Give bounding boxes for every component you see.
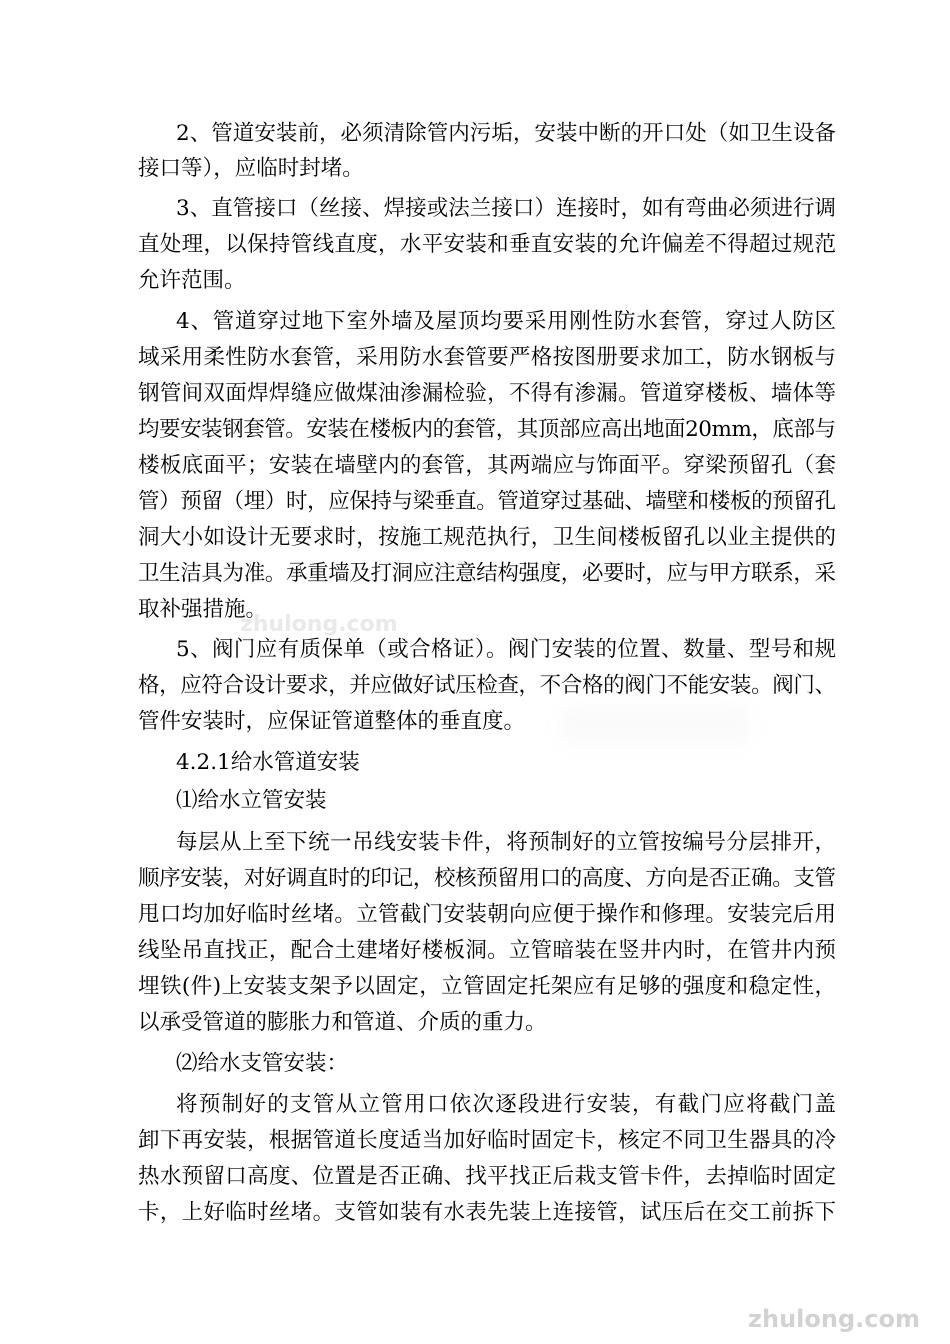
text-line: 管件安装时，应保证管道整体的垂直度。 [138, 709, 526, 734]
text-line: 管）预留（埋）时，应保持与梁垂直。管道穿过基础、墙壁和楼板的预留孔 [138, 489, 836, 514]
text-line: 热水预留口高度、位置是否正确、找平找正后栽支管卡件，去掉临时固定 [138, 1164, 837, 1189]
text-line: 允许范围。 [138, 268, 246, 293]
text-line: 域采用柔性防水套管，采用防水套管要严格按图册要求加工，防水钢板与 [138, 345, 837, 370]
text-line: 钢管间双面焊焊缝应做煤油渗漏检验，不得有渗漏。管道穿楼板、墙体等 [138, 381, 837, 406]
text-line: 将预制好的支管从立管用口依次逐段进行安装，有截门应将截门盖 [176, 1092, 838, 1117]
text-line: 线坠吊直找正，配合土建堵好楼板洞。立管暗装在竖井内时，在管井内预 [138, 938, 837, 963]
text-line: 埋铁(件)上安装支架予以固定，立管固定托架应有足够的强度和稳定性， [138, 974, 837, 999]
watermark-corner: zhulong.com [748, 1305, 920, 1333]
text-line: 每层从上至下统一吊线安装卡件，将预制好的立管按编号分层排开， [176, 830, 837, 855]
text-line: 甩口均加好临时丝堵。立管截门安装朝向应便于操作和修理。安装完后用 [138, 902, 837, 927]
watermark-center: zhulong.com [240, 612, 398, 637]
text-line: 5、阀门应有质保单（或合格证）。阀门安装的位置、数量、型号和规 [176, 637, 837, 662]
text-line: 3、直管接口（丝接、焊接或法兰接口）连接时，如有弯曲必须进行调 [176, 196, 837, 221]
text-line: 2、管道安装前，必须清除管内污垢，安装中断的开口处（如卫生设备 [176, 121, 837, 146]
text-line: 取补强措施。 [138, 597, 268, 622]
text-line: 卸下再安装，根据管道长度适当加好临时固定卡，核定不同卫生器具的冷 [138, 1128, 837, 1153]
watermark-smudge [560, 705, 750, 745]
text-line: 格，应符合设计要求，并应做好试压检查，不合格的阀门不能安装。阀门、 [138, 673, 836, 698]
text-line: 直处理，以保持管线直度，水平安装和垂直安装的允许偏差不得超过规范 [138, 232, 837, 257]
text-line: ⑴给水立管安装 [176, 788, 327, 813]
text-line: 接口等），应临时封堵。 [138, 156, 364, 181]
text-line: 4.2.1给水管道安装 [176, 750, 360, 775]
text-line: 洞大小如设计无要求时，按施工规范执行，卫生间楼板留孔以业主提供的 [138, 525, 837, 550]
text-line: 均要安装钢套管。安装在楼板内的套管，其顶部应高出地面20mm，底部与 [138, 417, 836, 442]
text-line: 4、管道穿过地下室外墙及屋顶均要采用刚性防水套管，穿过人防区 [176, 309, 837, 334]
text-line: 顺序安装，对好调直时的印记，校核预留用口的高度、方向是否正确。支管 [138, 866, 836, 891]
text-line: 以承受管道的膨胀力和管道、介质的重力。 [138, 1010, 547, 1035]
text-line: 楼板底面平；安装在墙壁内的套管，其两端应与饰面平。穿梁预留孔（套 [138, 453, 837, 478]
text-line: 卡，上好临时丝堵。支管如装有水表先装上连接管，试压后在交工前拆下 [138, 1200, 837, 1225]
text-line: ⑵给水支管安装： [176, 1051, 349, 1076]
text-line: 卫生洁具为准。承重墙及打洞应注意结构强度，必要时，应与甲方联系，采 [138, 561, 836, 586]
